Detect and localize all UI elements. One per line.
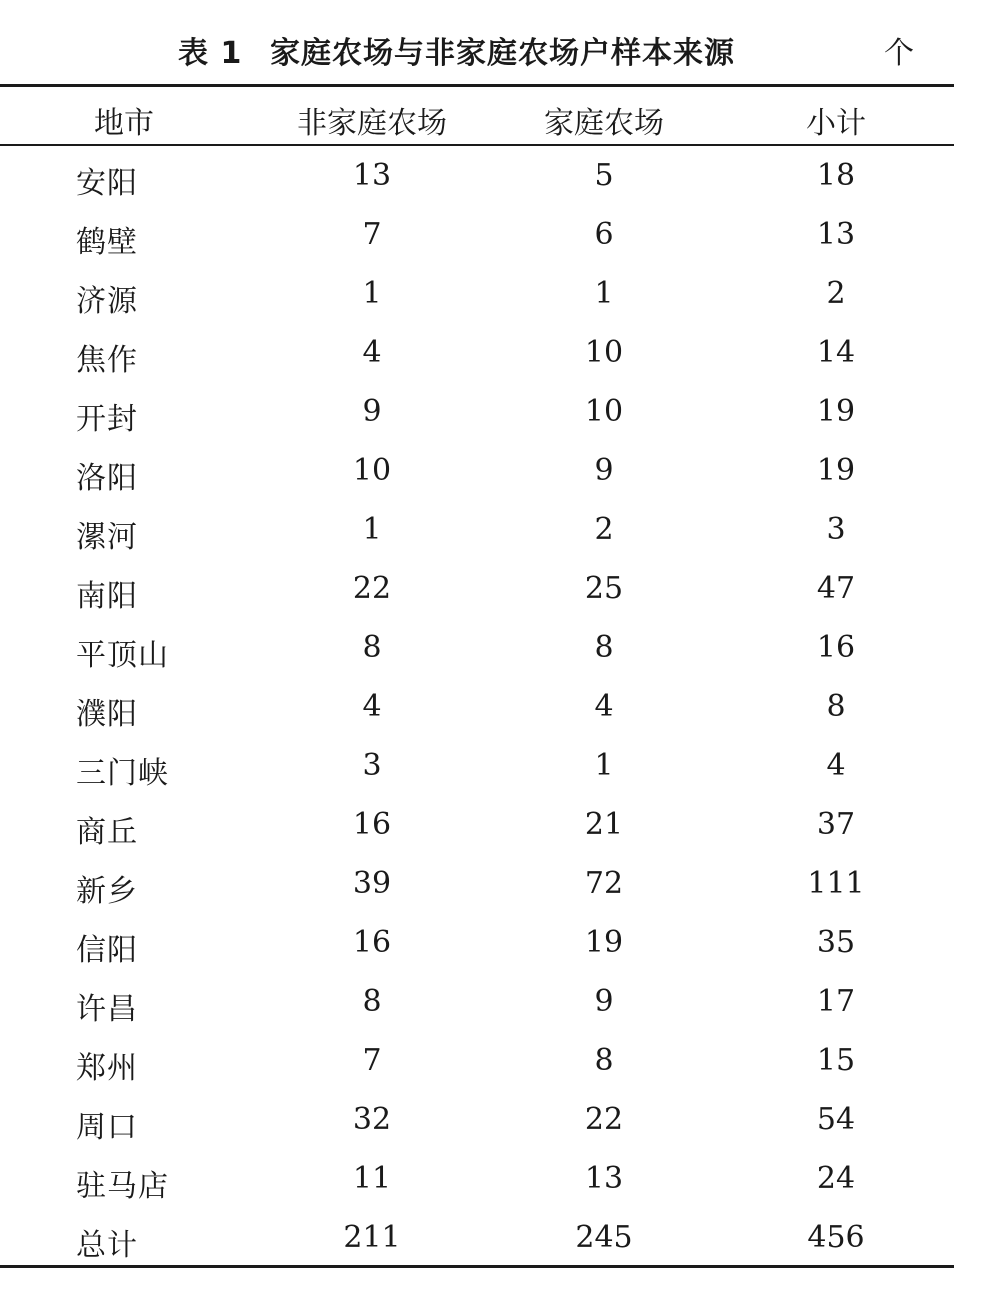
subtotal-cell: 13	[816, 217, 856, 252]
table-unit: 个	[884, 36, 914, 71]
family-farm-cell: 22	[584, 1102, 624, 1137]
table-row	[0, 265, 954, 324]
non-family-farm-cell: 16	[352, 807, 392, 842]
city-cell: 南阳	[76, 579, 138, 614]
table-row	[0, 619, 954, 678]
subtotal-cell: 24	[816, 1161, 856, 1196]
subtotal-cell: 35	[816, 925, 856, 960]
family-farm-cell: 4	[594, 689, 614, 724]
subtotal-cell: 47	[816, 571, 856, 606]
bottom-rule	[0, 1265, 954, 1268]
city-cell: 开封	[76, 402, 138, 437]
family-farm-cell: 13	[584, 1161, 624, 1196]
subtotal-cell: 111	[807, 866, 865, 901]
subtotal-cell: 3	[826, 512, 846, 547]
header-rule	[0, 144, 954, 146]
subtotal-cell: 8	[826, 689, 846, 724]
table-row	[0, 206, 954, 265]
family-farm-cell: 19	[584, 925, 624, 960]
non-family-farm-cell: 16	[352, 925, 392, 960]
non-family-farm-cell: 8	[362, 984, 382, 1019]
family-farm-cell: 8	[594, 1043, 614, 1078]
subtotal-cell: 456	[807, 1220, 865, 1255]
family-farm-cell: 10	[584, 394, 624, 429]
table-row	[0, 678, 954, 737]
subtotal-cell: 17	[816, 984, 856, 1019]
city-cell: 商丘	[76, 815, 138, 850]
city-cell: 安阳	[76, 166, 138, 201]
non-family-farm-cell: 3	[362, 748, 382, 783]
subtotal-cell: 54	[816, 1102, 856, 1137]
family-farm-cell: 245	[575, 1220, 633, 1255]
city-cell: 许昌	[76, 992, 138, 1027]
city-cell: 济源	[76, 284, 138, 319]
city-cell: 洛阳	[76, 461, 138, 496]
city-cell: 郑州	[76, 1051, 138, 1086]
family-farm-cell: 5	[594, 158, 614, 193]
non-family-farm-cell: 8	[362, 630, 382, 665]
table-row	[0, 1150, 954, 1209]
non-family-farm-cell: 9	[362, 394, 382, 429]
city-cell: 驻马店	[76, 1169, 169, 1204]
table-row-total	[0, 1209, 954, 1268]
non-family-farm-cell: 11	[352, 1161, 392, 1196]
top-rule	[0, 84, 954, 87]
subtotal-cell: 15	[816, 1043, 856, 1078]
non-family-farm-cell: 39	[352, 866, 392, 901]
non-family-farm-cell: 22	[352, 571, 392, 606]
non-family-farm-cell: 211	[343, 1220, 401, 1255]
family-farm-cell: 6	[594, 217, 614, 252]
city-cell: 三门峡	[76, 756, 169, 791]
family-farm-cell: 21	[584, 807, 624, 842]
family-farm-cell: 9	[594, 453, 614, 488]
family-farm-cell: 1	[594, 748, 614, 783]
family-farm-cell: 25	[584, 571, 624, 606]
city-cell: 平顶山	[76, 638, 169, 673]
table-row	[0, 442, 954, 501]
non-family-farm-cell: 1	[362, 512, 382, 547]
table-title: 家庭农场与非家庭农场户样本来源	[270, 36, 735, 71]
city-cell: 信阳	[76, 933, 138, 968]
table-row	[0, 796, 954, 855]
family-farm-cell: 2	[594, 512, 614, 547]
city-cell: 总计	[76, 1228, 138, 1263]
family-farm-cell: 72	[584, 866, 624, 901]
table-row	[0, 324, 954, 383]
non-family-farm-cell: 13	[352, 158, 392, 193]
non-family-farm-cell: 10	[352, 453, 392, 488]
family-farm-cell: 9	[594, 984, 614, 1019]
table-row	[0, 1091, 954, 1150]
subtotal-cell: 14	[816, 335, 856, 370]
non-family-farm-cell: 32	[352, 1102, 392, 1137]
family-farm-cell: 1	[594, 276, 614, 311]
subtotal-cell: 19	[816, 394, 856, 429]
subtotal-cell: 37	[816, 807, 856, 842]
table-row	[0, 560, 954, 619]
subtotal-cell: 18	[816, 158, 856, 193]
city-cell: 新乡	[76, 874, 138, 909]
non-family-farm-cell: 4	[362, 689, 382, 724]
table-row	[0, 147, 954, 206]
subtotal-cell: 19	[816, 453, 856, 488]
non-family-farm-cell: 7	[362, 217, 382, 252]
header-family-farm: 家庭农场	[544, 106, 664, 141]
table-row	[0, 383, 954, 442]
table-row	[0, 737, 954, 796]
family-farm-cell: 8	[594, 630, 614, 665]
city-cell: 周口	[76, 1110, 138, 1145]
non-family-farm-cell: 1	[362, 276, 382, 311]
table-row	[0, 914, 954, 973]
subtotal-cell: 16	[816, 630, 856, 665]
table-number: 表 1	[178, 36, 243, 71]
table-header-row	[0, 88, 954, 144]
table-caption	[0, 22, 989, 78]
header-subtotal: 小计	[806, 106, 866, 141]
non-family-farm-cell: 7	[362, 1043, 382, 1078]
city-cell: 焦作	[76, 343, 138, 378]
family-farm-cell: 10	[584, 335, 624, 370]
subtotal-cell: 4	[826, 748, 846, 783]
subtotal-cell: 2	[826, 276, 846, 311]
city-cell: 漯河	[76, 520, 138, 555]
table-body	[0, 147, 954, 1268]
city-cell: 鹤壁	[76, 225, 138, 260]
city-cell: 濮阳	[76, 697, 138, 732]
table-row	[0, 1032, 954, 1091]
table-row	[0, 973, 954, 1032]
header-city: 地市	[94, 106, 154, 141]
non-family-farm-cell: 4	[362, 335, 382, 370]
table-row	[0, 501, 954, 560]
table-row	[0, 855, 954, 914]
header-non-family-farm: 非家庭农场	[297, 106, 447, 141]
